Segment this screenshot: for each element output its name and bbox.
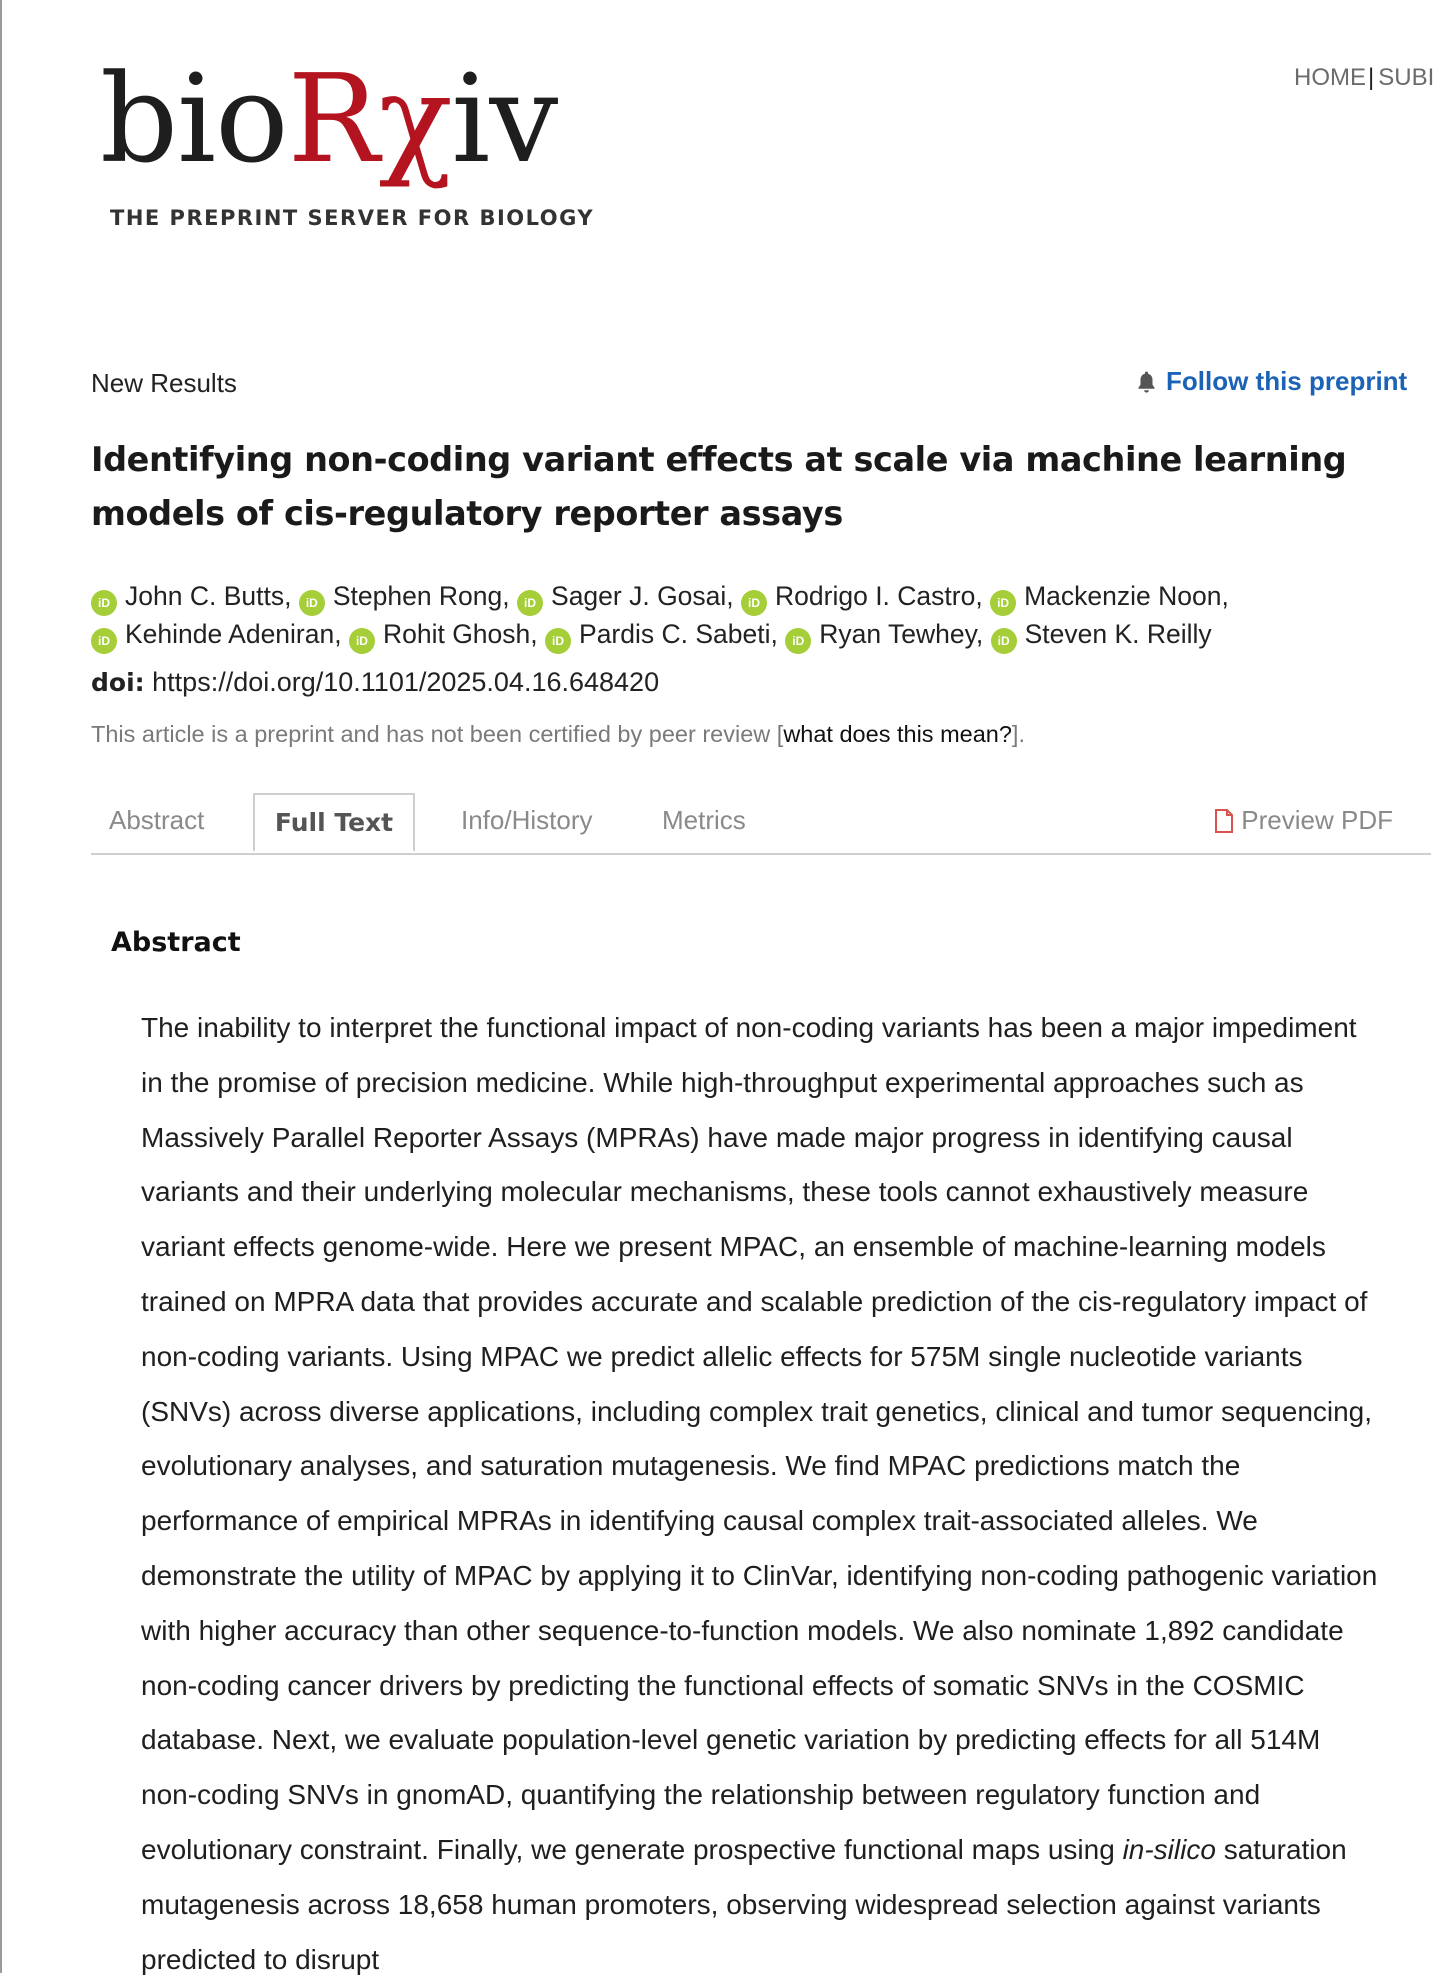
preprint-notice [91, 721, 1025, 748]
author-item[interactable] [545, 619, 778, 649]
author-name: Rodrigo I. Castro, [775, 581, 983, 611]
notice-suffix: ]. [1011, 721, 1025, 747]
nav-submit-link[interactable]: SUBI [1378, 64, 1435, 91]
notice-prefix: This article is a preprint and has not been certified by peer review [ [91, 721, 784, 747]
doi-label: doi: [91, 668, 145, 697]
orcid-icon[interactable]: iD [991, 628, 1017, 654]
author-item[interactable] [91, 619, 342, 649]
orcid-icon[interactable]: iD [517, 590, 543, 616]
author-name: Mackenzie Noon, [1024, 581, 1229, 611]
orcid-icon[interactable]: iD [91, 590, 117, 616]
orcid-icon[interactable]: iD [990, 590, 1016, 616]
doi-link[interactable]: https://doi.org/10.1101/2025.04.16.648420 [152, 667, 660, 697]
tab-info-history[interactable]: Info/History [461, 805, 593, 835]
tab-full-text[interactable]: Full Text [253, 793, 415, 852]
orcid-icon[interactable]: iD [349, 628, 375, 654]
author-item[interactable] [991, 619, 1212, 649]
orcid-icon[interactable]: iD [545, 628, 571, 654]
author-item[interactable] [990, 581, 1229, 611]
author-item[interactable] [785, 619, 983, 649]
author-list [91, 578, 1391, 654]
top-nav [1294, 64, 1434, 92]
abstract-body [141, 1001, 1379, 1987]
author-name: Stephen Rong, [332, 581, 510, 611]
preview-pdf-link[interactable] [1214, 805, 1393, 836]
author-name: Steven K. Reilly [1024, 619, 1212, 649]
abstract-text-part1: The inability to interpret the functional impact of non-coding variants has been a major impediment in the promise of precision medicine. While high-throughput experimental approaches such as Massively Parallel Reporter Assays (MPRAs) have made major progress in identifying causal variants and their underlying molecular mechanisms, these tools cannot exhaustively measure variant effects genome-wide. Here we present MPAC, an ensemble of machine-learning models trained on MPRA data that provides accurate and scalable prediction of the cis-regulatory impact of non-coding variants. Using MPAC we predict allelic effects for 575M single nucleotide variants (SNVs) across diverse applications, including complex trait genetics, clinical and tumor sequencing, evolutionary analyses, and saturation mutagenesis. We find MPAC predictions match the performance of empirical MPRAs in identifying causal complex trait-associated alleles. We demonstrate the utility of MPAC by applying it to ClinVar, identifying non-coding pathogenic variation with higher accuracy than other sequence-to-function models. We also nominate 1,892 candidate non-coding cancer drivers by predicting the functional effects of somatic SNVs in the COSMIC database. Next, we evaluate population-level genetic variation by predicting effects for all 514M non-coding SNVs in gnomAD, quantifying the relationship between regulatory function and evolutionary constraint. Finally, we generate prospective functional maps using [141, 1012, 1378, 1865]
tab-metrics[interactable]: Metrics [662, 805, 746, 835]
abstract-text-part2: saturation mutagenesis across 18,658 human promoters, observing widespread selection against variants predicted to disrupt [141, 1833, 1347, 1975]
abstract-italic-term: in-silico [1122, 1833, 1216, 1865]
author-item[interactable] [517, 581, 734, 611]
logo-wordmark: bioRχiv [100, 48, 558, 190]
orcid-icon[interactable]: iD [741, 590, 767, 616]
author-item[interactable] [349, 619, 538, 649]
author-item[interactable] [741, 581, 983, 611]
logo-tagline: THE PREPRINT SERVER FOR BIOLOGY [110, 206, 595, 230]
window-left-edge [0, 0, 2, 1973]
pdf-file-icon [1214, 809, 1234, 833]
site-logo[interactable] [100, 48, 595, 230]
what-does-this-mean-link[interactable]: what does this mean? [783, 721, 1012, 747]
author-item[interactable] [91, 581, 291, 611]
follow-label: Follow this preprint [1166, 366, 1408, 396]
author-name: Rohit Ghosh, [382, 619, 538, 649]
abstract-heading: Abstract [111, 927, 241, 958]
article-title: Identifying non-coding variant effects at scale via machine learning models of cis-regulatory reporter assays [91, 440, 1347, 533]
article-tabs [91, 793, 1431, 855]
preview-pdf-label: Preview PDF [1241, 805, 1393, 835]
nav-home-link[interactable]: HOME [1294, 64, 1366, 91]
tab-abstract[interactable]: Abstract [109, 805, 205, 835]
bell-icon [1136, 370, 1157, 394]
author-name: Ryan Tewhey, [819, 619, 984, 649]
author-item[interactable] [299, 581, 510, 611]
orcid-icon[interactable]: iD [91, 628, 117, 654]
article-section-label: New Results [91, 368, 237, 398]
orcid-icon[interactable]: iD [785, 628, 811, 654]
nav-separator: | [1368, 64, 1375, 91]
author-name: Pardis C. Sabeti, [579, 619, 778, 649]
author-name: Kehinde Adeniran, [125, 619, 342, 649]
author-name: John C. Butts, [125, 581, 292, 611]
doi-line [91, 667, 659, 698]
follow-preprint-link[interactable] [1136, 366, 1407, 397]
author-name: Sager J. Gosai, [551, 581, 734, 611]
orcid-icon[interactable]: iD [299, 590, 325, 616]
